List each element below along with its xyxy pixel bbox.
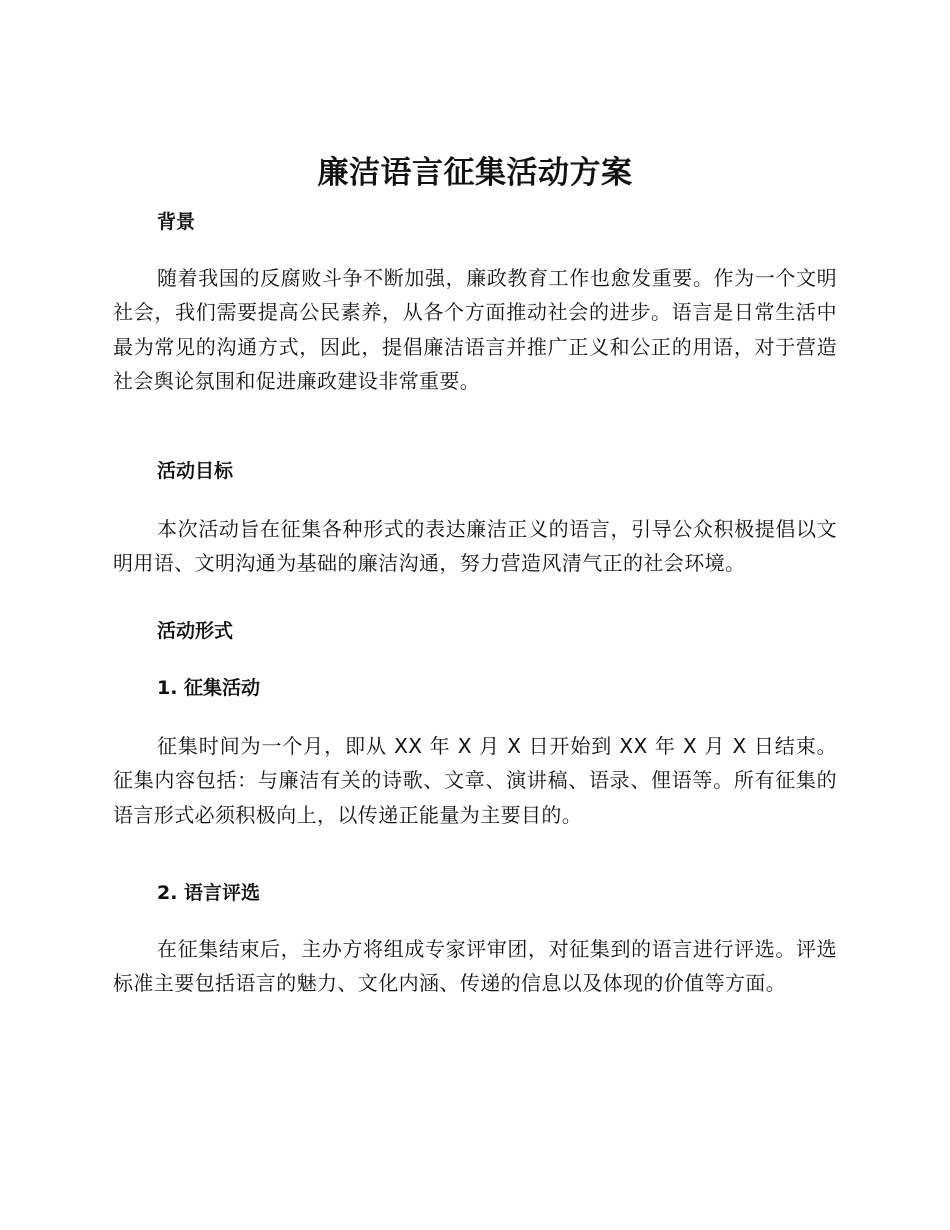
section-heading-selection: 2. 语言评选 [157,882,261,904]
section-heading-goals: 活动目标 [157,460,234,482]
document-title: 廉洁语言征集活动方案 [317,155,633,191]
section-heading-format: 活动形式 [157,620,234,642]
section-heading-collection: 1. 征集活动 [157,677,261,699]
paragraph-background: 随着我国的反腐败斗争不断加强，廉政教育工作也愈发重要。作为一个文明社会，我们需要提高公民素养，从各个方面推动社会的进步。语言是日常生活中最为常见的沟通方式，因此，提倡廉洁语言并推广正义和公正的用语，对于营造社会舆论氛围和促进廉政建设非常重要。 [113,266,837,393]
section-heading-background: 背景 [157,211,196,233]
paragraph-selection: 在征集结束后，主办方将组成专家评审团，对征集到的语言进行评选。评选标准主要包括语言的魅力、文化内涵、传递的信息以及体现的价值等方面。 [113,937,837,996]
paragraph-collection: 征集时间为一个月，即从 XX 年 X 月 X 日开始到 XX 年 X 月 X 日结束。征集内容包括：与廉洁有关的诗歌、文章、演讲稿、语录、俚语等。所有征集的语言形式必须积极向上，以传递正能量为主要目的。 [113,734,837,827]
paragraph-goals: 本次活动旨在征集各种形式的表达廉洁正义的语言，引导公众积极提倡以文明用语、文明沟通为基础的廉洁沟通，努力营造风清气正的社会环境。 [113,517,837,576]
